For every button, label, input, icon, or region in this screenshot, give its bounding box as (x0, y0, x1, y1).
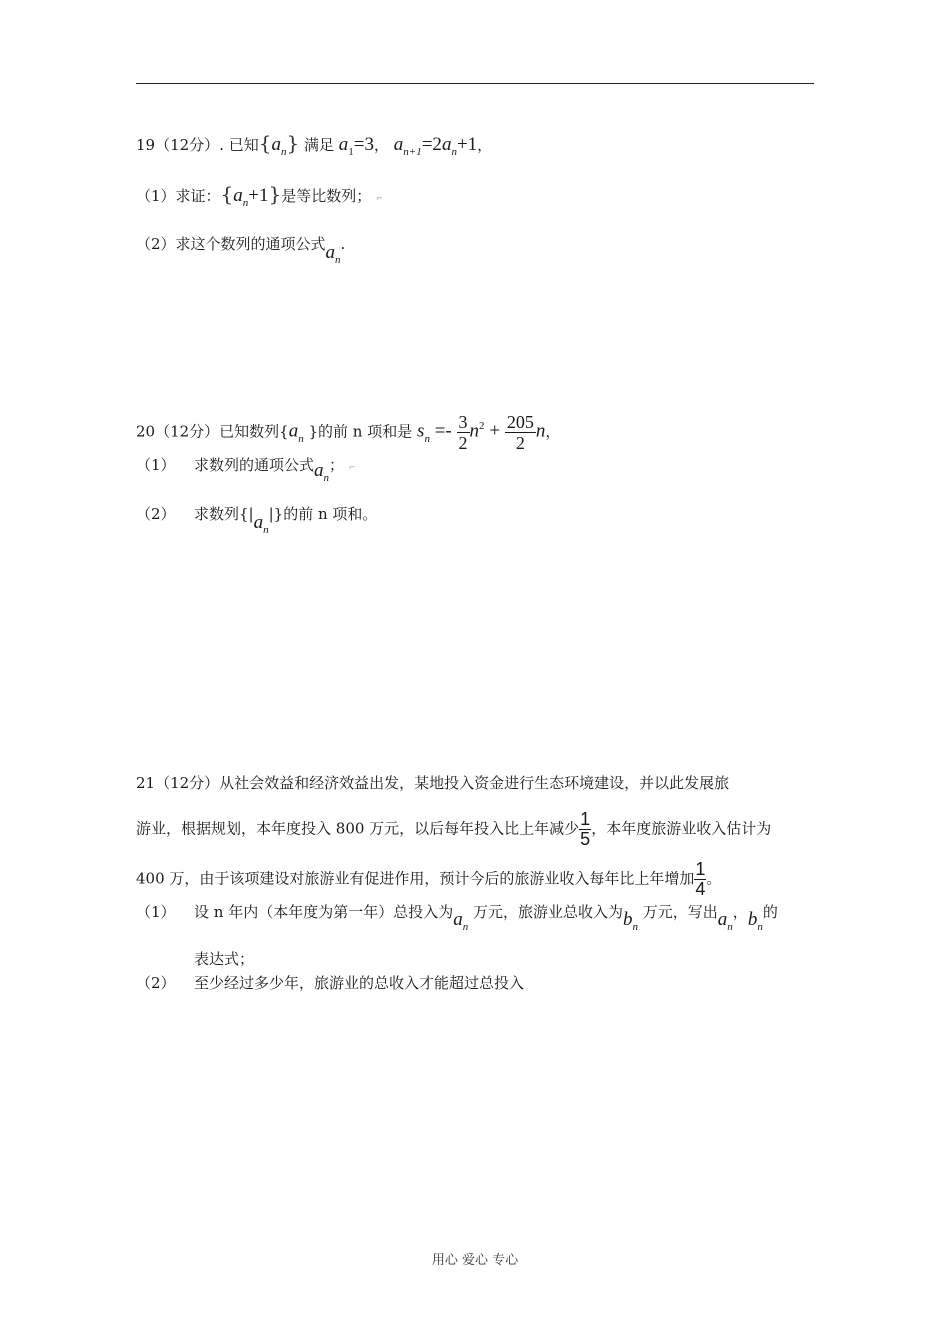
header-rule (136, 83, 814, 84)
q19-part2: （2）求这个数列的通项公式$a_n$. (136, 235, 346, 266)
q21-line3: 400 万，由于该项建设对旅游业有促进作用，预计今后的旅游业收入每年比上年增加 $\frac{1}{4}$ 。 (136, 859, 722, 899)
fraction-three-halves: $\frac{3}{2}$ (458, 412, 468, 453)
q19-statement: 19（12分）. 已知$\{a_n\}$ 满足 $a_1=3$， $a_{n+1}=2a_n+1$， (136, 131, 493, 158)
q20-statement: 20（12分）已知数列{$a_n$ }的前 n 项和是 $s_n$ =- $\frac{3}{2}$ $n^2$ + $\frac{205}{2}$ n， (136, 412, 561, 453)
paragraph-mark: ⌐ (348, 463, 356, 472)
page-footer: 用心 爱心 专心 (431, 1253, 519, 1268)
fraction-one-fifth: $\frac{1}{5}$ (580, 809, 591, 849)
q20-part1: （1） 求数列的通项公式$a_n$； ⌐ (136, 456, 356, 484)
paragraph-mark: ⌐ (376, 194, 383, 203)
q21-line2: 游业，根据规划，本年度投入 800 万元，以后每年投入比上年减少 $\frac{1}{5}$ ，本年度旅游业收入估计为 (136, 809, 772, 849)
q21-line1: 21（12分）从社会效益和经济效益出发，某地投入资金进行生态环境建设，并以此发展旅 (136, 774, 730, 792)
fraction-205-halves: $\frac{205}{2}$ (506, 412, 534, 453)
q20-part2: （2） 求数列$\{|a_n|\}$的前 n 项和。 (136, 505, 378, 536)
q21-part1: （1） 设 n 年内（本年度为第一年）总投入为$a_n$ 万元，旅游业总收入为$b_n$ 万元，写出$a_n$，$b_n$的 (136, 903, 778, 933)
q21-part1-continued: 表达式； (194, 950, 255, 968)
q21-part2: （2） 至少经过多少年，旅游业的总收入才能超过总投入 (136, 974, 525, 992)
fraction-one-quarter: $\frac{1}{4}$ (695, 859, 706, 899)
q19-part1: （1）求证：$\{a_n+1\}$是等比数列； ⌐ (136, 182, 383, 209)
